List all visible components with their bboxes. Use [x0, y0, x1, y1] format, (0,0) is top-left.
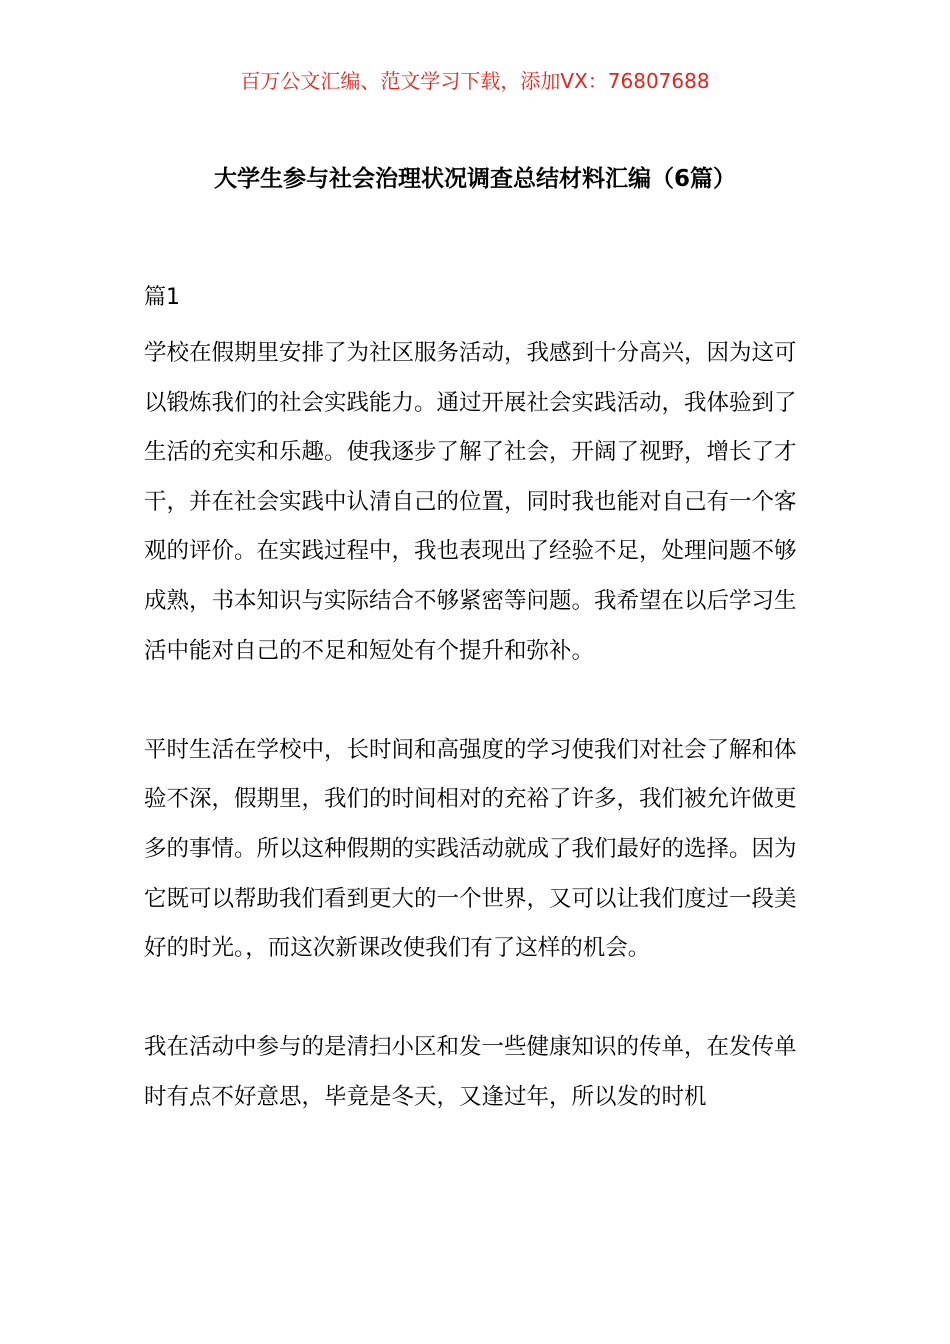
document-body — [144, 280, 808, 1123]
paragraph-2: 平时生活在学校中，长时间和高强度的学习使我们对社会了解和体验不深，假期里，我们的时间相对的充裕了许多，我们被允许做更多的事情。所以这种假期的实践活动就成了我们最好的选择。因为它既可以帮助我们看到更大的一个世界，又可以让我们度过一段美好的时光。，而这次新课改使我们有了这样的机会。 — [144, 736, 797, 962]
paragraph-spacer — [144, 676, 808, 726]
document-title: 大学生参与社会治理状况调查总结材料汇编（6篇） — [213, 166, 736, 192]
watermark-header-note: 百万公文汇编、范文学习下载，添加VX：76807688 — [240, 69, 710, 93]
paragraph-spacer — [144, 974, 808, 1024]
paragraph-1: 学校在假期里安排了为社区服务活动，我感到十分高兴，因为这可以锻炼我们的社会实践能力。通过开展社会实践活动，我体验到了生活的充实和乐趣。使我逐步了解了社会，开阔了视野，增长了才干，并在社会实践中认清自己的位置，同时我也能对自己有一个客观的评价。在实践过程中，我也表现出了经验不足，处理问题不够成熟，书本知识与实际结合不够紧密等问题。我希望在以后学习生活中能对自己的不足和短处有个提升和弥补。 — [144, 340, 797, 664]
section-label: 篇1 — [144, 285, 180, 310]
paragraph-3: 我在活动中参与的是清扫小区和发一些健康知识的传单，在发传单时有点不好意思，毕竟是冬天，又逢过年，所以发的时机 — [144, 1034, 797, 1110]
